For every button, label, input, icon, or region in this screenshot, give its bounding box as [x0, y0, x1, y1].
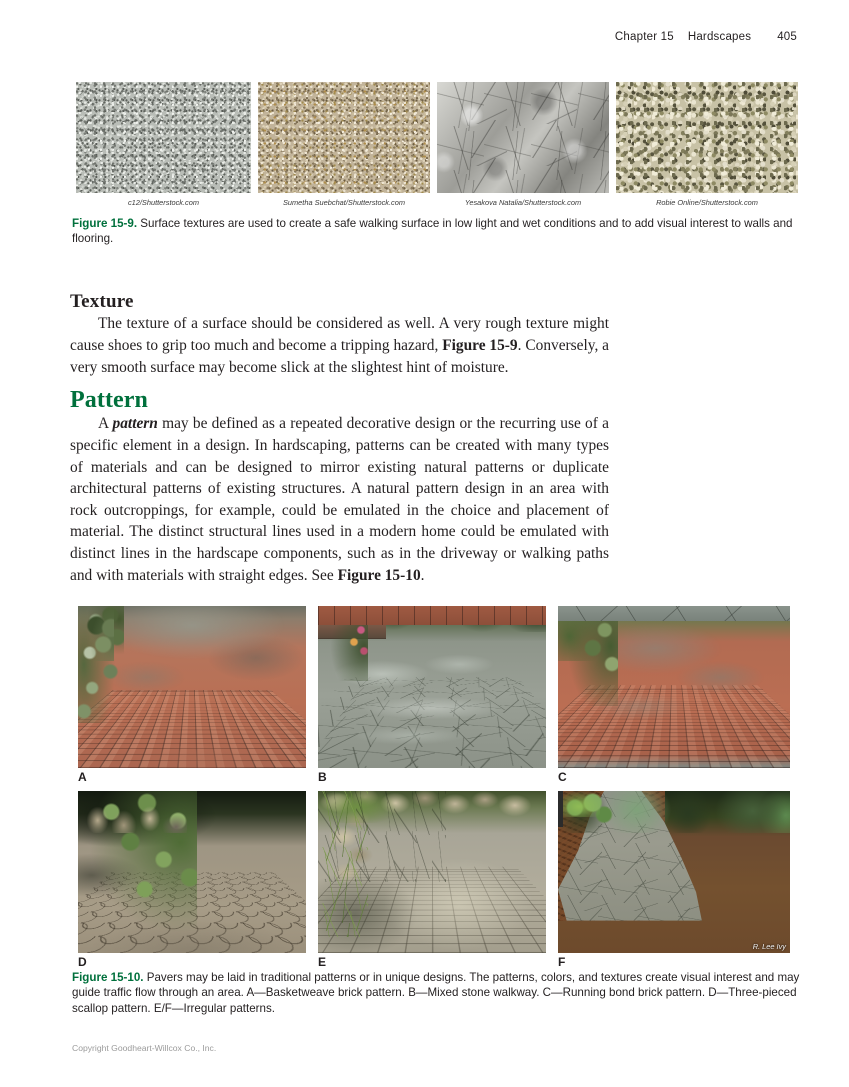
photo-layer-edge-rocks: [78, 791, 187, 833]
running-head-chapter: Chapter 15: [614, 31, 674, 43]
figure-15-10-photo-c: [558, 606, 790, 768]
running-head: [615, 31, 797, 43]
photo-layer-shrub-lower-right: [78, 606, 114, 661]
paragraph-text: The texture of a surface should be considered as well. A very rough texture might cause shoes to grip too much and become a tripping hazard,: [70, 315, 609, 354]
photo-layer-brick-edging: [318, 606, 546, 625]
paragraph-text: A: [98, 415, 113, 433]
section-heading-texture: Texture: [70, 290, 134, 312]
texture-fill: [76, 82, 251, 193]
section-heading-pattern: Pattern: [70, 387, 148, 414]
photo-layer-garden-right: [558, 606, 618, 706]
paragraph-pattern: [70, 413, 609, 586]
glossary-term-pattern: pattern: [112, 415, 158, 433]
texture-fill: [616, 82, 798, 193]
page-number: 405: [777, 31, 797, 43]
figure-reference: Figure 15-9: [442, 336, 518, 354]
photo-label-b: B: [318, 770, 327, 784]
texture-photo-tan-aggregate: [258, 82, 430, 193]
photo-credit: R. Lee Ivy: [752, 942, 786, 951]
figure-caption-label: Figure 15-9.: [72, 217, 138, 230]
figure-15-9-image-strip: [76, 82, 798, 193]
photo-layer-shadows: [318, 791, 446, 882]
paragraph-text: . Conversely, a very smooth surface may become slick at the slightest hint of moisture.: [70, 336, 610, 376]
figure-caption-text: Surface textures are used to create a safe walking surface in low light and wet conditions and to add visual interest to walls and flooring.: [72, 217, 793, 246]
photo-layer-light-post: [558, 791, 563, 827]
photo-label-c: C: [558, 770, 567, 784]
photo-credit: Robie Online/Shutterstock.com: [656, 198, 758, 207]
figure-15-10-photo-f: [558, 791, 790, 953]
footer-copyright: Copyright Goodheart-Willcox Co., Inc.: [72, 1043, 217, 1053]
paragraph-text: .: [420, 566, 425, 584]
photo-credit: Sumetha Suebchat/Shutterstock.com: [282, 198, 405, 207]
figure-15-10-caption: [72, 970, 800, 1016]
figure-caption-label: Figure 15-10.: [72, 971, 144, 984]
photo-label-a: A: [78, 770, 87, 784]
paragraph-texture: [70, 313, 609, 378]
figure-15-10-photo-a: [78, 606, 306, 768]
texture-fill: [437, 82, 609, 193]
texture-photo-pebble-aggregate: [616, 82, 798, 193]
photo-label-e: E: [318, 955, 327, 969]
running-head-title: Hardscapes: [687, 31, 752, 43]
texture-photo-gray-aggregate: [76, 82, 251, 193]
photo-credit: c12/Shutterstock.com: [127, 198, 200, 207]
figure-15-10-photo-b: [318, 606, 546, 768]
photo-credit: Yesakova Natalia/Shutterstock.com: [464, 198, 582, 207]
figure-15-9-caption: [72, 216, 800, 247]
figure-15-10-photo-e: [318, 791, 546, 953]
figure-15-10-photo-d: [78, 791, 306, 953]
photo-layer-ornamental-grass: [558, 791, 600, 817]
photo-label-d: D: [78, 955, 87, 969]
texture-photo-rough-stone: [437, 82, 609, 193]
texture-fill: [258, 82, 430, 193]
photo-layer-stone-foreground: [558, 606, 790, 621]
figure-caption-text: Pavers may be laid in traditional patterns or in unique designs. The patterns, colors, and textures create visual interest and may guide traffic flow through an area. A—Basketweave brick pattern. B—Mixed stone walkway. C—Running bond brick pattern. D—Three-pieced scallop pattern. E/F—Irregular patterns.: [72, 971, 800, 1015]
figure-reference: Figure 15-10: [337, 566, 421, 584]
paragraph-text: may be defined as a repeated decorative design or the recurring use of a specific element in a design. In hardscaping, patterns can be created with many types of materials and can be designed to mirror existing natural patterns or duplicate architectural patterns of existing structures. A natural pattern design in an area with rock outcroppings, for example, could be emulated in the choice and placement of material. The distinct structural lines used in a modern home could be emulated with distinct lines in the hardscape components, such as in the driveway or walking paths and with materials with straight edges. See: [70, 415, 609, 584]
photo-label-f: F: [558, 955, 566, 969]
